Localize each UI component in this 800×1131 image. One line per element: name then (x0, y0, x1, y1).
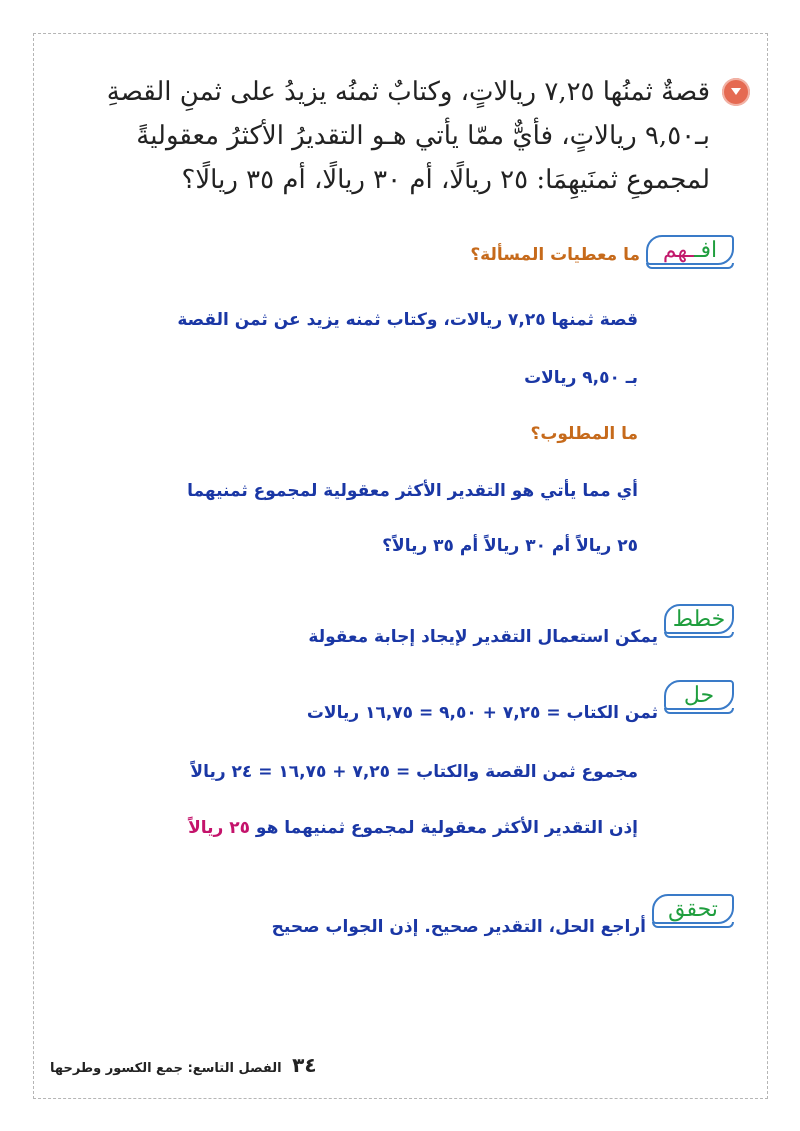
solve-line-1: ثمن الكتاب = ٧,٢٥ + ٩,٥٠ = ١٦,٧٥ ريالات (306, 703, 658, 723)
required-line-1: أي مما يأتي هو التقدير الأكثر معقولية لمجموع ثمنيهما (187, 481, 638, 501)
given-line-1: قصة ثمنها ٧,٢٥ ريالات، وكتاب ثمنه يزيد عن ثمن القصة (177, 310, 638, 330)
problem-line-3: لمجموعِ ثمنَيهِمَا: ٢٥ ريالًا، أم ٣٠ ريالًا، أم ٣٥ ريالًا؟ (181, 165, 710, 195)
solve-line-2: مجموع ثمن القصة والكتاب = ٧,٢٥ + ١٦,٧٥ = ٢٤ ريالاً (190, 762, 638, 782)
solve-line-3 (188, 818, 638, 838)
check-text: أراجع الحل، التقدير صحيح. إذن الجواب صحيح (271, 917, 646, 937)
problem-line-2: بـ٩,٥٠ ريالاتٍ، فأيٌّ ممّا يأتي هـو التقديرُ الأكثرُ معقوليةً (136, 121, 710, 151)
solve-tag: حل (664, 680, 734, 710)
problem-bullet-icon (722, 78, 750, 106)
page-footer (50, 1053, 353, 1077)
chapter-title: جمع الكسور وطرحها (50, 1061, 184, 1076)
problem-line-1: قصةٌ ثمنُها ٧,٢٥ ريالاتٍ، وكتابٌ ثمنُه يزيدُ على ثمنِ القصةِ (106, 77, 710, 107)
plan-tag: خطط (664, 604, 734, 634)
solve-line-3-text: إذن التقدير الأكثر معقولية لمجموع ثمنيهما هو (255, 818, 638, 838)
given-question: ما معطيات المسألة؟ (470, 245, 640, 265)
understand-tag (646, 235, 734, 265)
solve-answer: ٢٥ ريالاً (188, 818, 250, 838)
understand-tag-prefix: افـ (694, 238, 718, 263)
given-line-2: بـ ٩,٥٠ ريالات (524, 368, 638, 388)
understand-tag-suffix: ـهم (662, 238, 695, 263)
page-number: ٣٤ (292, 1053, 317, 1077)
check-tag: تحقق (652, 894, 734, 924)
problem-statement (80, 70, 710, 202)
plan-text: يمكن استعمال التقدير لإيجاد إجابة معقولة (308, 627, 658, 647)
required-question: ما المطلوب؟ (530, 424, 638, 444)
chapter-label: الفصل التاسع: (187, 1061, 282, 1076)
required-line-2: ٢٥ ريالاً أم ٣٠ ريالاً أم ٣٥ ريالاً؟ (382, 536, 638, 556)
